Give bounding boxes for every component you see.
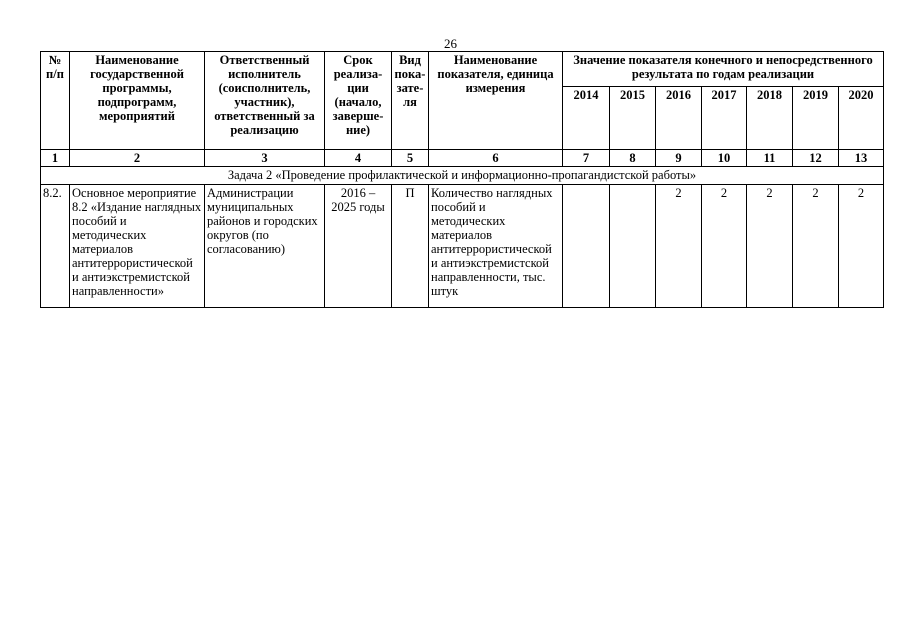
column-number: 10 [702, 150, 747, 167]
column-number: 4 [325, 150, 392, 167]
column-number: 5 [392, 150, 429, 167]
row-value [610, 185, 656, 308]
column-number: 11 [747, 150, 793, 167]
row-executor: Администрации муниципальных районов и городских округов (по согласованию) [205, 185, 325, 308]
row-value: 2 [793, 185, 839, 308]
column-number: 9 [656, 150, 702, 167]
task-row: Задача 2 «Проведение профилактической и информационно-пропагандистской работы» [41, 167, 884, 185]
column-number: 1 [41, 150, 70, 167]
column-number: 8 [610, 150, 656, 167]
row-name: Основное мероприятие 8.2 «Издание наглядных пособий и методических материалов антитеррористической и антиэкстремистской направленности» [70, 185, 205, 308]
header-year: 2018 [747, 87, 793, 150]
header-num: № п/п [41, 52, 70, 150]
row-value: 2 [839, 185, 884, 308]
header-year: 2019 [793, 87, 839, 150]
header-executor: Ответственный исполнитель (соисполнитель, участник), ответственный за реализацию [205, 52, 325, 150]
row-value: 2 [656, 185, 702, 308]
row-num: 8.2. [41, 185, 70, 308]
header-term: Срок реализа-ции (начало, заверше-ние) [325, 52, 392, 150]
header-year: 2017 [702, 87, 747, 150]
row-term: 2016 – 2025 годы [325, 185, 392, 308]
header-type: Вид пока-зате-ля [392, 52, 429, 150]
row-value: 2 [702, 185, 747, 308]
row-value: 2 [747, 185, 793, 308]
program-table [40, 51, 884, 308]
column-number: 7 [563, 150, 610, 167]
header-name: Наименование государственной программы, подпрограмм, мероприятий [70, 52, 205, 150]
row-indicator: Количество наглядных пособий и методических материалов антитеррористической и антиэкстремистской направленности, тыс. штук [429, 185, 563, 308]
column-number: 2 [70, 150, 205, 167]
column-number: 6 [429, 150, 563, 167]
header-indicator: Наименование показателя, единица измерения [429, 52, 563, 150]
row-value [563, 185, 610, 308]
header-values: Значение показателя конечного и непосредственного результата по годам реализации [563, 52, 884, 87]
header-year: 2014 [563, 87, 610, 150]
column-number: 12 [793, 150, 839, 167]
column-number: 3 [205, 150, 325, 167]
page-number: 26 [444, 36, 457, 51]
header-year: 2015 [610, 87, 656, 150]
column-number: 13 [839, 150, 884, 167]
table-row [41, 185, 884, 308]
row-type: П [392, 185, 429, 308]
header-year: 2016 [656, 87, 702, 150]
header-year: 2020 [839, 87, 884, 150]
